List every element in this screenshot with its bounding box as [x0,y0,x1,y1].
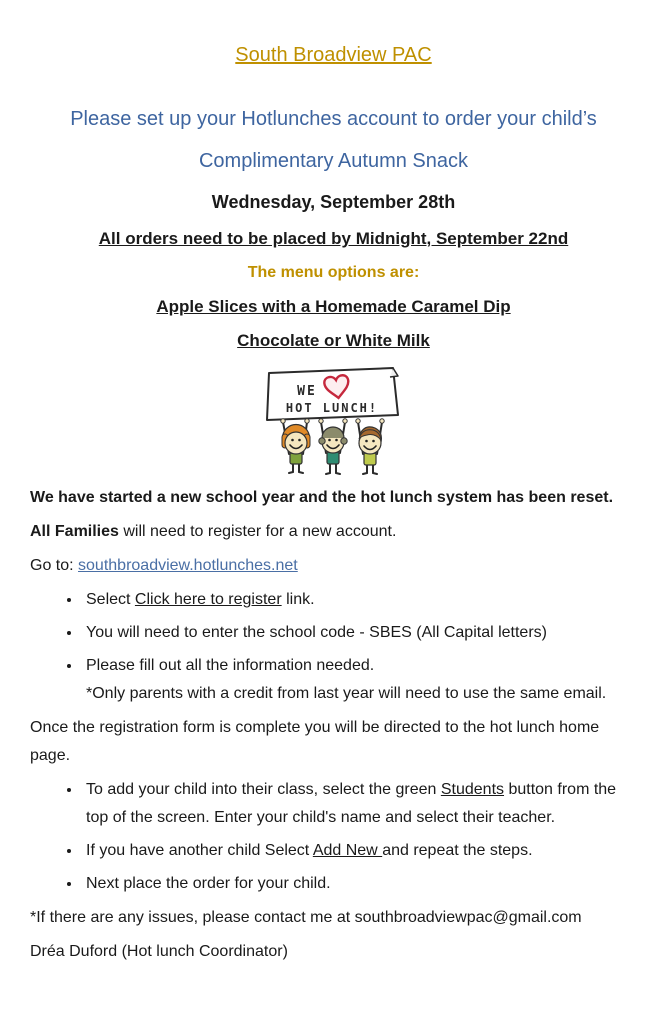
hot-lunch-kids-image [259,364,409,476]
step-text: link. [281,591,315,608]
menu-heading: The menu options are: [247,264,420,281]
step-text: Next place the order for your child. [86,875,331,892]
goto-label: Go to: [30,557,79,574]
step-text: Please fill out all the information needed. [86,657,375,674]
registration-step-select-register [82,586,637,614]
step-text: To add your child into their class, select the green [86,781,441,798]
step-text: You will need to enter the school code - SBES (All Capital letters) [86,624,547,641]
credit-email-note: *Only parents with a credit from last year will need to use the same email. [86,685,607,702]
step-text: Select [86,591,135,608]
goto-line [30,552,637,580]
ordering-step-place-order [82,870,637,898]
once-registered-note: Once the registration form is complete you will be directed to the hot lunch home page. [30,719,600,764]
kids-legs [289,464,377,474]
hotlunches-link[interactable]: southbroadview.hotlunches.net [78,557,298,574]
order-deadline: All orders need to be placed by Midnight, September 22nd [98,229,569,248]
kid-girl [282,425,310,455]
families-note [30,518,637,546]
contact-note: *If there are any issues, please contact me at southbroadviewpac@gmail.com [30,909,582,926]
event-date: Wednesday, September 28th [211,192,456,212]
step-text: and repeat the steps. [382,842,533,859]
ordering-steps-list [30,776,637,898]
registration-steps-list [30,586,637,708]
ordering-step-add-child [82,776,637,832]
click-here-to-register-link[interactable]: Click here to register [134,591,282,608]
kid-right [359,427,381,454]
signature: Dréa Duford (Hot lunch Coordinator) [30,943,288,960]
intro-line-1: Please set up your Hotlunches account to order your child’s [70,108,597,130]
sign-text-line1: WE [296,384,317,399]
families-note-rest: will need to register for a new account. [118,523,397,540]
intro-line-2: Complimentary Autumn Snack [198,150,468,172]
sign-text-line2: HOT LUNCH! [285,401,378,415]
add-new-ref: Add New [312,842,383,859]
registration-step-school-code [82,619,637,647]
registration-step-fill-info [82,652,637,708]
page-title: South Broadview PAC [235,44,432,66]
students-button-ref: Students [440,781,505,798]
menu-item-milk: Chocolate or White Milk [237,331,430,350]
we-love-hot-lunch-illustration [259,364,409,476]
ordering-step-add-new [82,837,637,865]
step-text: If you have another child Select [86,842,313,859]
menu-item-apple-slices: Apple Slices with a Homemade Caramel Dip [156,297,511,316]
reset-notice: We have started a new school year and the hot lunch system has been reset. [30,489,614,506]
step-text: button from the top of the screen. Enter your child's name and select their teacher. [86,781,617,826]
families-note-bold: All Families [30,523,119,540]
